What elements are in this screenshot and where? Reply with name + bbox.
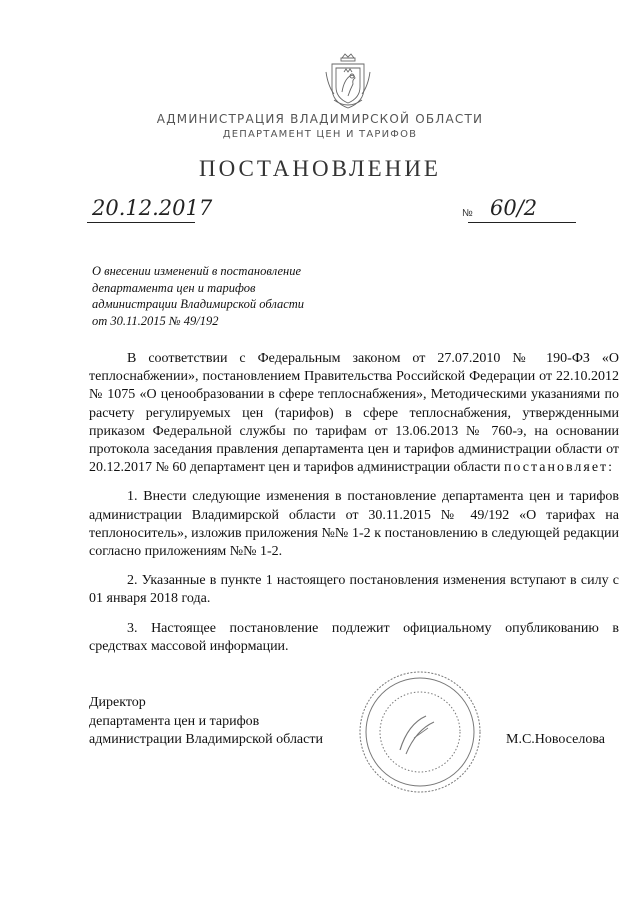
signer-name: М.С.Новоселова xyxy=(506,732,605,747)
subject-line: администрации Владимирской области xyxy=(92,297,305,311)
organization-name: АДМИНИСТРАЦИЯ ВЛАДИМИРСКОЙ ОБЛАСТИ xyxy=(156,112,484,126)
number-sign: № xyxy=(462,208,473,219)
official-stamp xyxy=(356,668,484,796)
signature-block xyxy=(89,694,323,750)
signer-position: Директор xyxy=(89,695,146,710)
preamble-paragraph xyxy=(89,350,619,477)
signer-organization: администрации Владимирской области xyxy=(89,732,323,748)
subject-line: от 30.11.2015 № 49/192 xyxy=(92,313,219,328)
signer-department: департамента цен и тарифов xyxy=(89,713,260,729)
document-subject xyxy=(92,263,392,329)
item-3-paragraph: 3. Настоящее постановление подлежит официальному опубликованию в средствах массовой информации. xyxy=(89,620,619,654)
document-date: 20.12.2017 xyxy=(92,196,213,220)
subject-line: О внесении изменений в постановление xyxy=(92,264,302,278)
document-number: 60/2 xyxy=(490,196,538,220)
department-name: ДЕПАРТАМЕНТ ЦЕН И ТАРИФОВ xyxy=(222,129,418,140)
coat-of-arms-emblem xyxy=(322,52,374,112)
subject-line: департамента цен и тарифов xyxy=(92,280,256,295)
decree-word: постановляет: xyxy=(503,460,615,476)
preamble-text: В соответствии с Федеральным законом от 27.07.2010 № 190-ФЗ «О теплоснабжении», постановлением Правительства Российской Федерации от 22.10.2012 № 1075 «О ценообразовании в сфере теплоснабжения», Методическими указаниями по расчету регулируемых цен (тарифов) в сфере теплоснабжения, утвержденными приказом Федеральной службы по тарифам от 13.06.2013 № 760-э, на основании протокола заседания правления департамента цен и тарифов администрации области от 20.12.2017 № 60 департамент цен и тарифов администрации области xyxy=(89,351,619,476)
item-2-paragraph: 2. Указанные в пункте 1 настоящего постановления изменения вступают в силу с 01 января 2018 года. xyxy=(89,573,619,607)
number-underline xyxy=(468,222,576,223)
document-body xyxy=(89,350,619,667)
document-type-title: ПОСТАНОВЛЕНИЕ xyxy=(199,156,441,181)
date-underline xyxy=(87,222,195,223)
item-1-paragraph: 1. Внести следующие изменения в постановление департамента цен и тарифов администрации Владимирской области от 30.11.2015 № 49/192 «О тарифах на теплоноситель», изложив приложения №№ 1-2 к постановлению в следующей редакции согласно приложениям №№ 1-2. xyxy=(89,489,619,560)
